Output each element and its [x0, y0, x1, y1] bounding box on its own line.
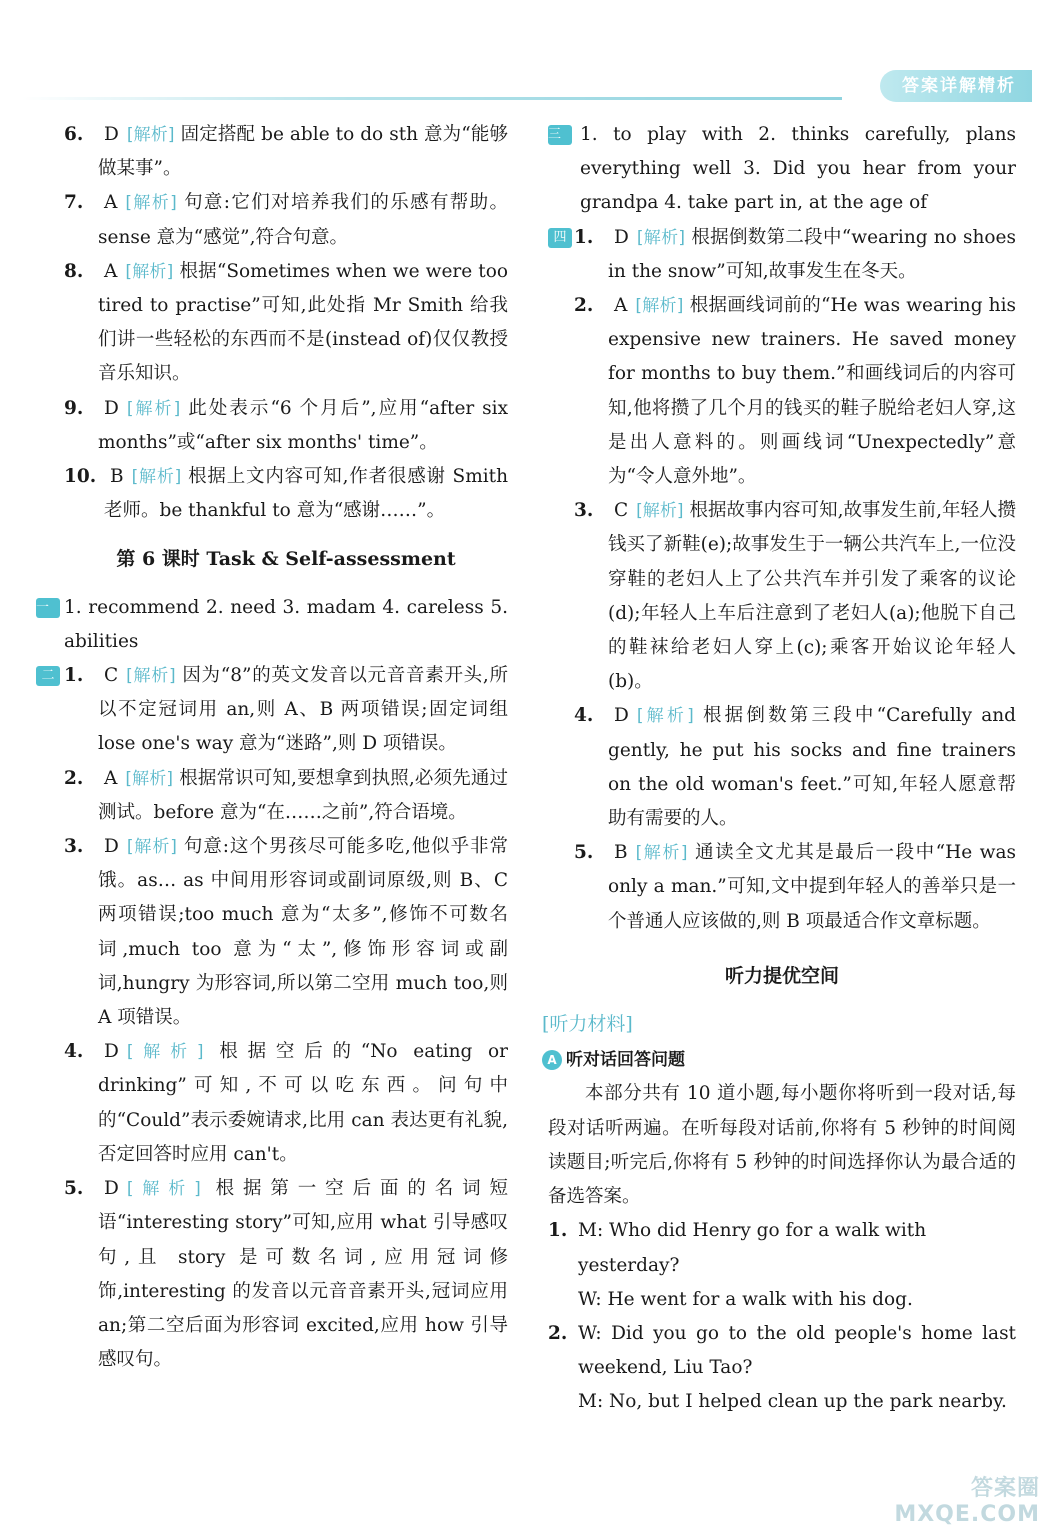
- watermark: 答案圈 MXQE.COM: [894, 1476, 1040, 1527]
- answer-item: 10. B [解析] 根据上文内容可知,作者很感谢 Smith 老师。be thankful to 意为“感谢……”。: [64, 466, 509, 522]
- answer-item: 2. A [解析] 根据画线词前的“He was wearing his expensive new trainers. He saved money for months to buy them.”和画线词后的内容可知,他将攒了几个月的钱买的鞋子脱给老妇人穿,这是出人意料的。则画线词“Unexpectedly”意为“令人意外地”。: [574, 295, 1017, 488]
- part-a-heading: A 听对话回答问题: [542, 1043, 1016, 1077]
- lesson-title: 第 6 课时 Task & Self-assessment: [116, 548, 456, 571]
- answer-item: 3. D [解析] 句意:这个男孩尽可能多吃,他似乎非常饿。as… as 中间用形容词或副词原级,则 B、C 两项错误;too much 意为“太多”,修饰不可数名词,much too 意为“太”,修饰形容词或副词,hungry 为形容词,所以第二空用 much too,则 A 项错误。: [64, 836, 508, 1029]
- answer-item: 6. D [解析] 固定搭配 be able to do sth 意为“能够做某事”。: [64, 124, 508, 180]
- analysis-tag: [解析]: [635, 843, 688, 864]
- analysis-tag: [解析]: [126, 398, 181, 419]
- right-column: [542, 118, 1017, 1420]
- page-header: [0, 0, 1060, 104]
- section-badge: 二: [36, 666, 60, 686]
- answer-item: 9. D [解析] 此处表示“6 个月后”,应用“after six months”或“after six months' time”。: [64, 397, 509, 453]
- section-one: 一 1. recommend 2. need 3. madam 4. careless 5. abilities: [36, 596, 508, 652]
- analysis-tag: [解析]: [635, 296, 684, 317]
- answer-item: 5. D [解析] 根据第一空后面的名词短语“interesting story”可知,应用 what 引导感叹句,且 story 是可数名词,应用冠词修饰,interesting 的发音以元音音素开头,冠词应用 an;第二空后面为形容词 excited,应用 how 引导感叹句。: [64, 1178, 508, 1371]
- section-badge: 四: [548, 228, 572, 248]
- analysis-tag: [解析]: [636, 227, 686, 248]
- answer-item: 1. C [解析] 因为“8”的英文发音以元音音素开头,所以不定冠词用 an,则 A、B 两项错误;固定词组 lose one's way 意为“迷路”,则 D 项错误。: [64, 665, 509, 755]
- answer-item: 4. D [解析] 根据倒数第三段中“Carefully and gently, he put his socks and fine trainers on the old woman's feet.”可知,年轻人愿意帮助有需要的人。: [574, 705, 1017, 830]
- analysis-tag: [解析]: [636, 706, 694, 727]
- dialogue: 1. M: Who did Henry go for a walk with yesterday? W: He went for a walk with his dog.: [548, 1220, 927, 1310]
- header-tab: 答案详解精析: [880, 70, 1032, 102]
- dialogue: 2. W: Did you go to the old people's home last weekend, Liu Tao? M: No, but I helped clean up the park nearby.: [548, 1322, 1016, 1413]
- material-label: [听力材料]: [542, 1013, 633, 1036]
- analysis-tag: [解析]: [125, 261, 174, 282]
- section-badge: 三: [548, 125, 572, 145]
- left-column: [36, 118, 509, 1377]
- answer-item: 3. C [解析] 根据故事内容可知,故事发生前,年轻人攒钱买了新鞋(e);故事发生于一辆公共汽车上,一位没穿鞋的老妇人上了公共汽车并引发了乘客的议论(d);年轻人上车后注意到了老妇人(a);他脱下自己的鞋袜给老妇人穿上(c);乘客开始议论年轻人(b)。: [574, 500, 1017, 693]
- answer-item: 4. D [解析] 根据空后的“No eating or drinking”可知,不可以吃东西。问句中的“Could”表示委婉请求,比用 can 表达更有礼貌,否定回答时应用 can't。: [64, 1041, 508, 1165]
- analysis-tag: [解析]: [125, 768, 174, 789]
- header-rule: [22, 97, 842, 100]
- section-title: 听力提优空间: [724, 964, 839, 987]
- analysis-tag: [解析]: [126, 1179, 201, 1200]
- answer-item: 1. D [解析] 根据倒数第二段中“wearing no shoes in the snow”可知,故事发生在冬天。: [574, 226, 1016, 282]
- intro-paragraph: 本部分共有 10 道小题,每小题你将听到一段对话,每段对话听两遍。在听每段对话前,你将有 5 秒钟的时间阅读题目;听完后,你将有 5 秒钟的时间选择你认为最合适的备选答案。: [548, 1083, 1016, 1208]
- section-badge: 一: [36, 598, 60, 618]
- analysis-tag: [解析]: [126, 666, 176, 687]
- answer-item: 7. A [解析] 句意:它们对培养我们的乐感有帮助。sense 意为“感觉”,符合句意。: [64, 192, 509, 248]
- analysis-tag: [解析]: [126, 837, 177, 858]
- answer-item: 5. B [解析] 通读全文尤其是最后一段中“He was only a man.”可知,文中提到年轻人的善举只是一个普通人应该做的,则 B 项最适合作文章标题。: [574, 842, 1017, 932]
- answer-item: 8. A [解析] 根据“Sometimes when we were too tired to practise”可知,此处指 Mr Smith 给我们讲一些轻松的东西而不是(instead of)仅仅教授音乐知识。: [64, 260, 508, 385]
- analysis-tag: [解析]: [125, 193, 177, 214]
- part-a-icon: A: [542, 1050, 562, 1070]
- analysis-tag: [解析]: [636, 501, 684, 522]
- analysis-tag: [解析]: [126, 125, 175, 145]
- section-four: [548, 221, 1016, 939]
- section-two: [41, 659, 509, 1377]
- analysis-tag: [解析]: [131, 467, 182, 488]
- analysis-tag: [解析]: [126, 1042, 204, 1063]
- answer-item: 2. A [解析] 根据常识可知,要想拿到执照,必须先通过测试。before 意为“在……之前”,符合语境。: [64, 767, 508, 823]
- section-three: 三 1. to play with 2. thinks carefully, plans everything well 3. Did you hear from your grandpa 4. take part in, at the age of: [548, 124, 1016, 214]
